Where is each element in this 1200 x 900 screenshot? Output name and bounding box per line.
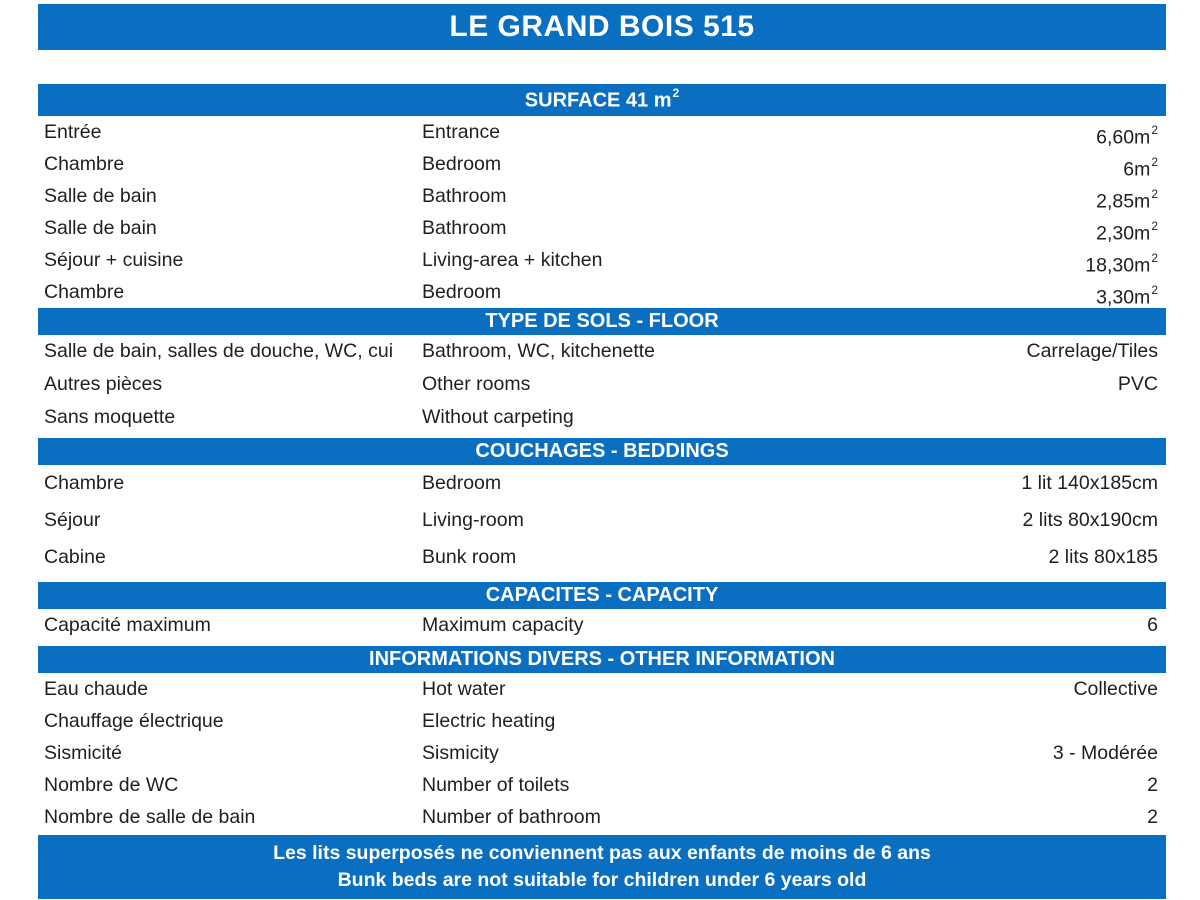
section-capacity	[38, 582, 1166, 642]
section-rows	[38, 335, 1166, 434]
section-other	[38, 646, 1166, 833]
label-fr: Nombre de salle de bain	[44, 806, 256, 828]
label-fr: Séjour	[44, 509, 101, 531]
superscript: 2	[1151, 187, 1158, 201]
label-fr: Cabine	[44, 546, 106, 568]
section-header	[38, 84, 1166, 116]
section-header-text: INFORMATIONS DIVERS - OTHER INFORMATION	[369, 648, 835, 670]
page-title-text: LE GRAND BOIS 515	[449, 10, 755, 43]
footer-notice-fr: Les lits superposés ne conviennent pas aux enfants de moins de 6 ans	[273, 842, 931, 864]
footer-notice	[38, 835, 1166, 899]
title-spacer	[38, 50, 1166, 84]
label-fr: Chambre	[44, 472, 125, 494]
label-en: Maximum capacity	[422, 609, 852, 642]
table-row	[38, 276, 1166, 308]
superscript: 2	[1151, 219, 1158, 233]
section-beddings	[38, 438, 1166, 576]
label-en: Bedroom	[422, 465, 852, 502]
section-header-text: TYPE DE SOLS - FLOOR	[485, 310, 719, 332]
label-en: Number of bathroom	[422, 801, 852, 833]
section-header-text: CAPACITES - CAPACITY	[485, 584, 719, 606]
label-fr: Salle de bain	[44, 217, 157, 239]
section-header	[38, 582, 1166, 609]
row-value: $6,60m^2$	[1096, 123, 1158, 149]
label-fr: Salle de bain, salles de douche, WC, cui	[44, 340, 394, 362]
table-row	[38, 335, 1166, 368]
property-sheet	[38, 0, 1166, 899]
label-en: Other rooms	[422, 368, 852, 401]
label-en: Bathroom, WC, kitchenette	[422, 335, 852, 368]
row-value: Carrelage/Tiles	[1026, 340, 1158, 362]
superscript: 2	[1151, 155, 1158, 169]
label-fr: Autres pièces	[44, 373, 163, 395]
label-fr: Entrée	[44, 121, 102, 143]
label-fr: Sans moquette	[44, 406, 176, 428]
table-row	[38, 368, 1166, 401]
label-fr: Sismicité	[44, 742, 123, 764]
table-row	[38, 801, 1166, 833]
superscript: 2	[1151, 283, 1158, 297]
table-row	[38, 705, 1166, 737]
label-fr: Chambre	[44, 281, 125, 303]
label-en: Electric heating	[422, 705, 852, 737]
label-en: Bathroom	[422, 212, 852, 244]
table-row	[38, 769, 1166, 801]
label-en: Bedroom	[422, 276, 852, 308]
table-row	[38, 116, 1166, 148]
row-value: PVC	[1117, 373, 1158, 395]
label-en: Number of toilets	[422, 769, 852, 801]
section-rows	[38, 116, 1166, 308]
row-value: 2	[1147, 806, 1158, 828]
label-en: Bunk room	[422, 539, 852, 576]
table-row	[38, 244, 1166, 276]
section-surface	[38, 84, 1166, 308]
section-header	[38, 308, 1166, 335]
row-value: 2	[1147, 774, 1158, 796]
row-value: $6m^2$	[1123, 155, 1158, 181]
row-value: $3,30m^2$	[1096, 283, 1158, 309]
row-value: 1 lit 140x185cm	[1021, 472, 1158, 494]
section-rows	[38, 673, 1166, 833]
sections-container	[38, 84, 1166, 833]
label-fr: Chauffage électrique	[44, 710, 224, 732]
table-row	[38, 502, 1166, 539]
label-en: Living-room	[422, 502, 852, 539]
label-en: Hot water	[422, 673, 852, 705]
table-row	[38, 401, 1166, 434]
table-row	[38, 180, 1166, 212]
section-floor	[38, 308, 1166, 434]
label-en: Bathroom	[422, 180, 852, 212]
label-fr: Eau chaude	[44, 678, 149, 700]
label-en: Sismicity	[422, 737, 852, 769]
footer-notice-en: Bunk beds are not suitable for children under 6 years old	[337, 869, 867, 891]
label-en: Without carpeting	[422, 401, 852, 434]
table-row	[38, 465, 1166, 502]
row-value: 6	[1147, 614, 1158, 636]
row-value: Collective	[1073, 678, 1158, 700]
label-en: Bedroom	[422, 148, 852, 180]
label-fr: Nombre de WC	[44, 774, 179, 796]
section-header	[38, 646, 1166, 673]
superscript: 2	[672, 85, 680, 100]
section-rows	[38, 465, 1166, 576]
page-title	[38, 4, 1166, 50]
label-fr: Capacité maximum	[44, 614, 211, 636]
section-header-text: SURFACE 41 $m^2$	[524, 85, 680, 112]
row-value: 2 lits 80x185	[1048, 546, 1158, 568]
label-fr: Salle de bain	[44, 185, 157, 207]
table-row	[38, 609, 1166, 642]
superscript: 2	[1151, 123, 1158, 137]
row-value: 3 - Modérée	[1052, 742, 1158, 764]
table-row	[38, 539, 1166, 576]
section-header	[38, 438, 1166, 465]
row-value: 2 lits 80x190cm	[1022, 509, 1158, 531]
label-en: Living-area + kitchen	[422, 244, 852, 276]
table-row	[38, 212, 1166, 244]
section-rows	[38, 609, 1166, 642]
label-fr: Séjour + cuisine	[44, 249, 184, 271]
section-header-text: COUCHAGES - BEDDINGS	[475, 440, 729, 462]
label-en: Entrance	[422, 116, 852, 148]
row-value: $18,30m^2$	[1085, 251, 1158, 277]
table-row	[38, 673, 1166, 705]
row-value: $2,85m^2$	[1096, 187, 1158, 213]
row-value: $2,30m^2$	[1096, 219, 1158, 245]
table-row	[38, 148, 1166, 180]
table-row	[38, 737, 1166, 769]
superscript: 2	[1151, 251, 1158, 265]
label-fr: Chambre	[44, 153, 125, 175]
